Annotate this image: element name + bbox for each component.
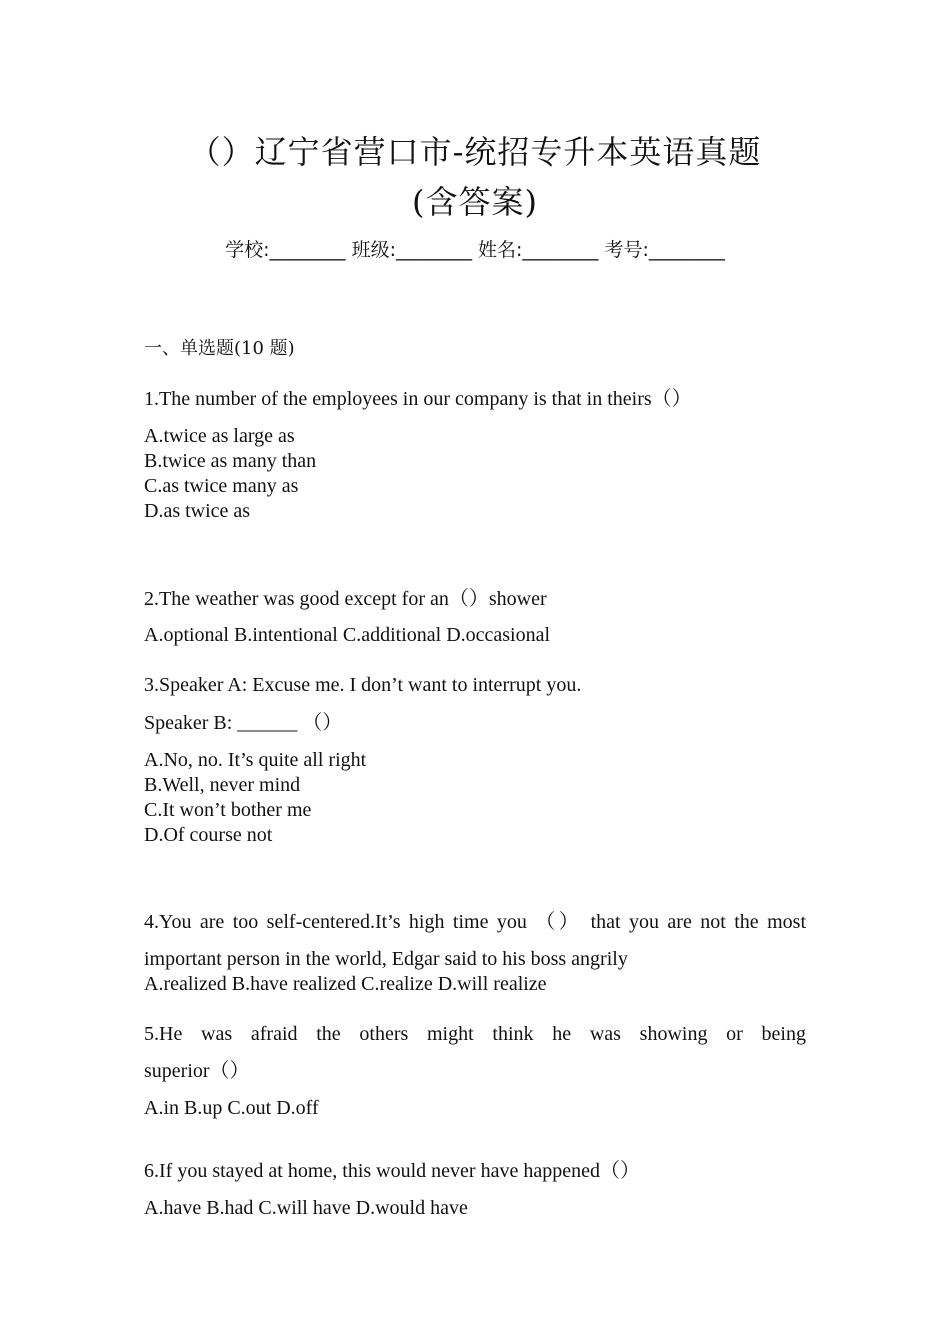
section-heading: 一、单选题(10 题) bbox=[144, 338, 295, 359]
question-4-options: A.realized B.have realized C.realize D.will realize bbox=[144, 973, 547, 995]
question-3-option-d: D.Of course not bbox=[144, 824, 273, 846]
question-2-options: A.optional B.intentional C.additional D.occasional bbox=[144, 624, 551, 646]
question-3-option-c: C.It won’t bother me bbox=[144, 799, 312, 821]
question-3-option-a: A.No, no. It’s quite all right bbox=[144, 749, 367, 771]
question-5-stem-continued: superior（） bbox=[144, 1060, 250, 1082]
question-4-stem-continued: important person in the world, Edgar said to his boss angrily bbox=[144, 948, 628, 970]
document-subtitle: (含答案) bbox=[412, 183, 538, 221]
question-4-stem: 4.You are too self-centered.It’s high time you （） that you are not the most bbox=[144, 911, 806, 933]
question-1-option-c: C.as twice many as bbox=[144, 475, 299, 497]
question-5-stem: 5.He was afraid the others might think he was showing or being bbox=[144, 1023, 806, 1045]
question-3-stem-speaker-b: Speaker B: ______ （） bbox=[144, 712, 343, 734]
question-2-stem: 2.The weather was good except for an（）shower bbox=[144, 588, 547, 610]
question-6-options: A.have B.had C.will have D.would have bbox=[144, 1197, 468, 1219]
question-1-option-b: B.twice as many than bbox=[144, 450, 317, 472]
question-3-stem: 3.Speaker A: Excuse me. I don’t want to interrupt you. bbox=[144, 674, 582, 696]
student-info-line: 学校:________ 班级:________ 姓名:________ 考号:________ bbox=[225, 239, 725, 261]
question-1-option-d: D.as twice as bbox=[144, 500, 251, 522]
question-3-option-b: B.Well, never mind bbox=[144, 774, 301, 796]
question-1-option-a: A.twice as large as bbox=[144, 425, 295, 447]
question-1-stem: 1.The number of the employees in our company is that in theirs（） bbox=[144, 388, 692, 410]
question-5-options: A.in B.up C.out D.off bbox=[144, 1097, 319, 1119]
document-title: （）辽宁省营口市-统招专升本英语真题 bbox=[188, 133, 762, 171]
question-6-stem: 6.If you stayed at home, this would never have happened（） bbox=[144, 1160, 640, 1182]
